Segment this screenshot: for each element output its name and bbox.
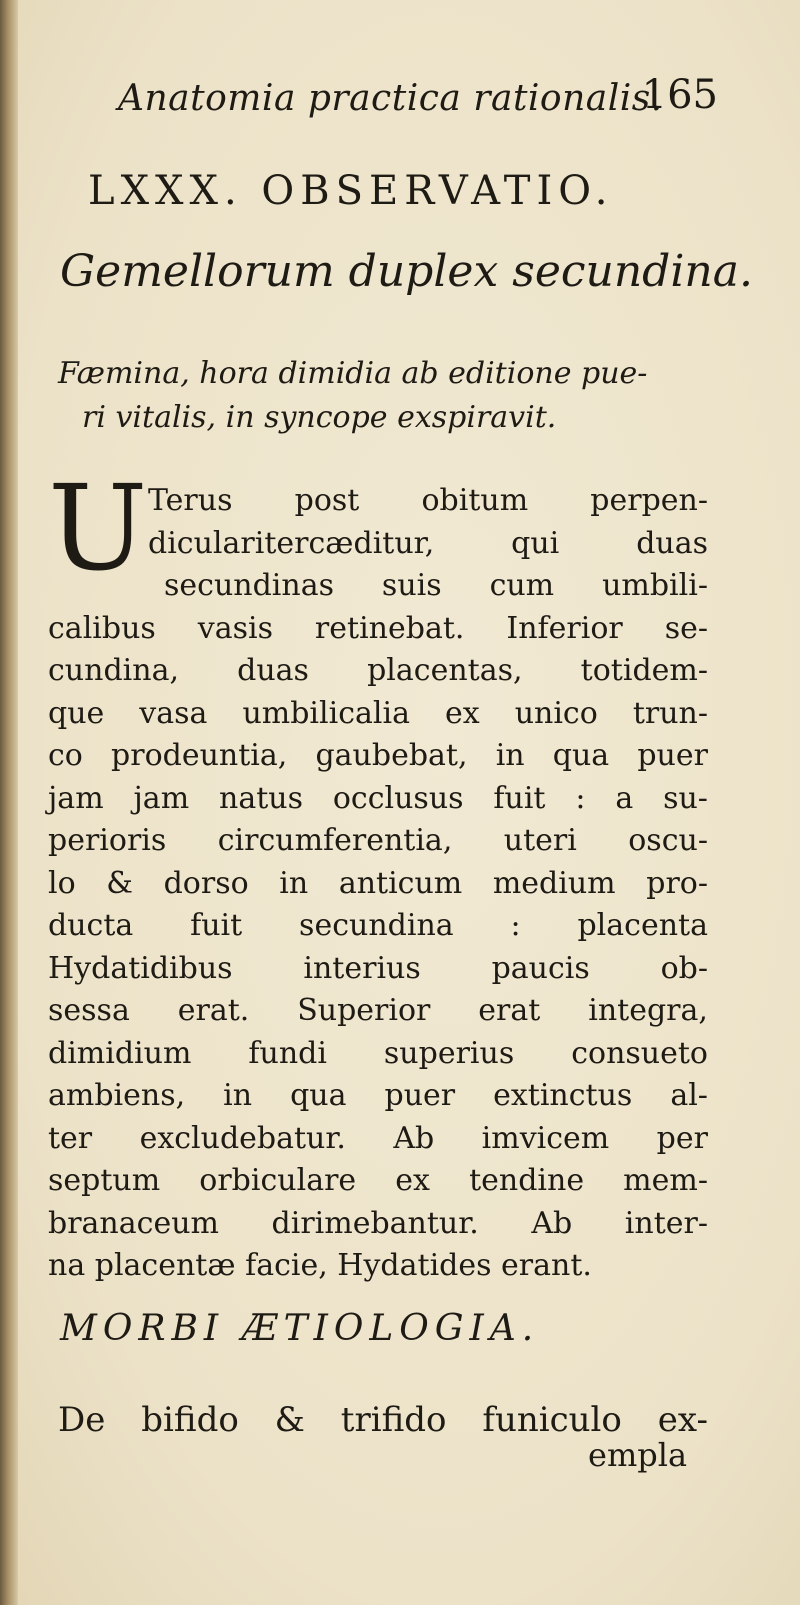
word: branaceum <box>48 1205 219 1241</box>
word: dimidium <box>48 1035 192 1071</box>
text-line <box>48 1245 708 1288</box>
word: circumferentia, <box>217 823 453 858</box>
word: natus <box>219 780 303 816</box>
observation-title: Gemellorum duplex secundina. <box>60 246 753 297</box>
word: funiculo <box>482 1400 622 1440</box>
word: jam <box>133 780 190 816</box>
text-line <box>48 863 708 906</box>
text-line <box>48 990 708 1033</box>
section-heading: MORBI ÆTIOLOGIA. <box>60 1308 540 1349</box>
text-line <box>48 523 708 566</box>
word: Superior <box>297 993 431 1028</box>
word: consueto <box>571 1035 708 1071</box>
text-line <box>48 1160 708 1203</box>
word: na placentæ facie, Hydatides erant. <box>48 1248 592 1283</box>
running-head-title: Anatomia practica rationalis. <box>118 78 663 119</box>
word: ob- <box>660 950 708 986</box>
text-line <box>48 905 708 948</box>
word: anticum <box>338 865 463 901</box>
text-line <box>48 778 708 821</box>
word: in <box>495 738 525 773</box>
word: integra, <box>588 993 708 1028</box>
word: perpen- <box>590 483 708 518</box>
word: in <box>279 865 309 901</box>
word: erat. <box>177 993 250 1028</box>
summary-line: Fæmina, hora dimidia ab editione pue- <box>58 356 648 391</box>
word: placentas, <box>367 653 523 688</box>
word: Hydatidibus <box>48 950 233 986</box>
text-line <box>48 1033 708 1076</box>
word: calibus <box>48 610 156 646</box>
book-spine-shadow <box>0 0 18 1605</box>
text-line <box>48 650 708 693</box>
word: su- <box>663 780 708 816</box>
summary-line: ri vitalis, in syncope exspiravit. <box>82 400 557 435</box>
word: per <box>656 1120 708 1156</box>
word: imvicem <box>481 1120 610 1156</box>
word: septum <box>48 1163 161 1198</box>
page-number: 165 <box>641 72 718 118</box>
word: De <box>58 1400 106 1440</box>
case-summary <box>58 352 718 440</box>
word: vasis <box>197 610 273 646</box>
word: : <box>575 780 586 816</box>
word: vasa <box>139 695 208 731</box>
word: post <box>294 483 360 518</box>
word: excludebatur. <box>139 1120 346 1156</box>
observation-body <box>48 459 708 1288</box>
word: interius <box>303 950 421 986</box>
word: in <box>223 1078 253 1113</box>
text-line <box>48 608 708 651</box>
word: umbili- <box>602 568 708 603</box>
word: se- <box>664 610 708 646</box>
word: sessa <box>48 993 130 1028</box>
word: puer <box>637 738 708 773</box>
word: qua <box>552 738 610 773</box>
word: orbiculare <box>199 1163 357 1198</box>
word: dirimebantur. <box>271 1205 479 1241</box>
word: occlusus <box>332 780 464 816</box>
word: paucis <box>491 950 590 986</box>
word: Inferior <box>506 610 623 646</box>
word: cum <box>489 568 555 603</box>
word: fuit <box>190 908 243 943</box>
drop-capital: U <box>48 459 148 597</box>
word: obitum <box>421 483 529 518</box>
word: mem- <box>623 1163 708 1198</box>
word: umbilicalia <box>242 695 410 731</box>
word: perioris <box>48 823 167 858</box>
word: ter <box>48 1120 93 1156</box>
word: inter- <box>624 1205 708 1241</box>
word: a <box>615 780 634 816</box>
word: jam <box>48 780 104 816</box>
word: Ab <box>393 1120 435 1156</box>
word: ex- <box>657 1400 708 1440</box>
word: totidem- <box>580 653 708 688</box>
text-line <box>48 735 708 778</box>
text-line <box>48 1203 708 1246</box>
word: lo <box>48 865 76 901</box>
word: unico <box>514 695 598 731</box>
text-line <box>48 693 708 736</box>
word: dorso <box>163 865 249 901</box>
word: prodeuntia, <box>111 738 288 773</box>
word: oscu- <box>628 823 708 858</box>
word: duas <box>636 525 708 561</box>
running-head <box>118 72 718 132</box>
word: gaubebat, <box>315 738 468 773</box>
word: qua <box>290 1078 347 1113</box>
text-line <box>48 1075 708 1118</box>
text-line <box>48 480 708 523</box>
word: secundinas <box>164 568 334 603</box>
word: fundi <box>248 1035 327 1071</box>
word: medium <box>492 865 616 901</box>
word: uteri <box>503 823 577 858</box>
word: puer <box>384 1078 456 1113</box>
word: suis <box>381 568 442 603</box>
word: placenta <box>577 908 708 943</box>
word: Terus <box>148 483 233 518</box>
word: ambiens, <box>48 1078 186 1113</box>
word: & <box>274 1400 305 1440</box>
word: ducta <box>48 908 134 943</box>
word: erat <box>478 993 541 1028</box>
word: dicularitercæditur, <box>148 525 435 561</box>
word: extinctus <box>493 1078 633 1113</box>
catchword: empla <box>588 1436 688 1474</box>
observation-heading: LXXX. OBSERVATIO. <box>88 168 614 214</box>
word: bifido <box>141 1400 239 1440</box>
text-line <box>48 820 708 863</box>
word: : <box>510 908 521 943</box>
word: al- <box>670 1078 708 1113</box>
word: superius <box>383 1035 515 1071</box>
word: co <box>48 738 83 773</box>
word: qui <box>511 525 560 561</box>
word: ex <box>444 695 480 731</box>
word: duas <box>237 653 309 688</box>
word: trifido <box>340 1400 447 1440</box>
text-line <box>48 565 708 608</box>
word: ex <box>395 1163 430 1198</box>
text-line <box>48 948 708 991</box>
word: Ab <box>531 1205 573 1241</box>
word: fuit <box>493 780 546 816</box>
word: pro- <box>646 865 708 901</box>
word: secundina <box>299 908 454 943</box>
word: retinebat. <box>314 610 465 646</box>
word: que <box>48 695 105 731</box>
word: & <box>106 865 133 901</box>
text-line <box>48 1118 708 1161</box>
word: tendine <box>469 1163 585 1198</box>
word: trun- <box>632 695 708 731</box>
word: cundina, <box>48 653 179 688</box>
